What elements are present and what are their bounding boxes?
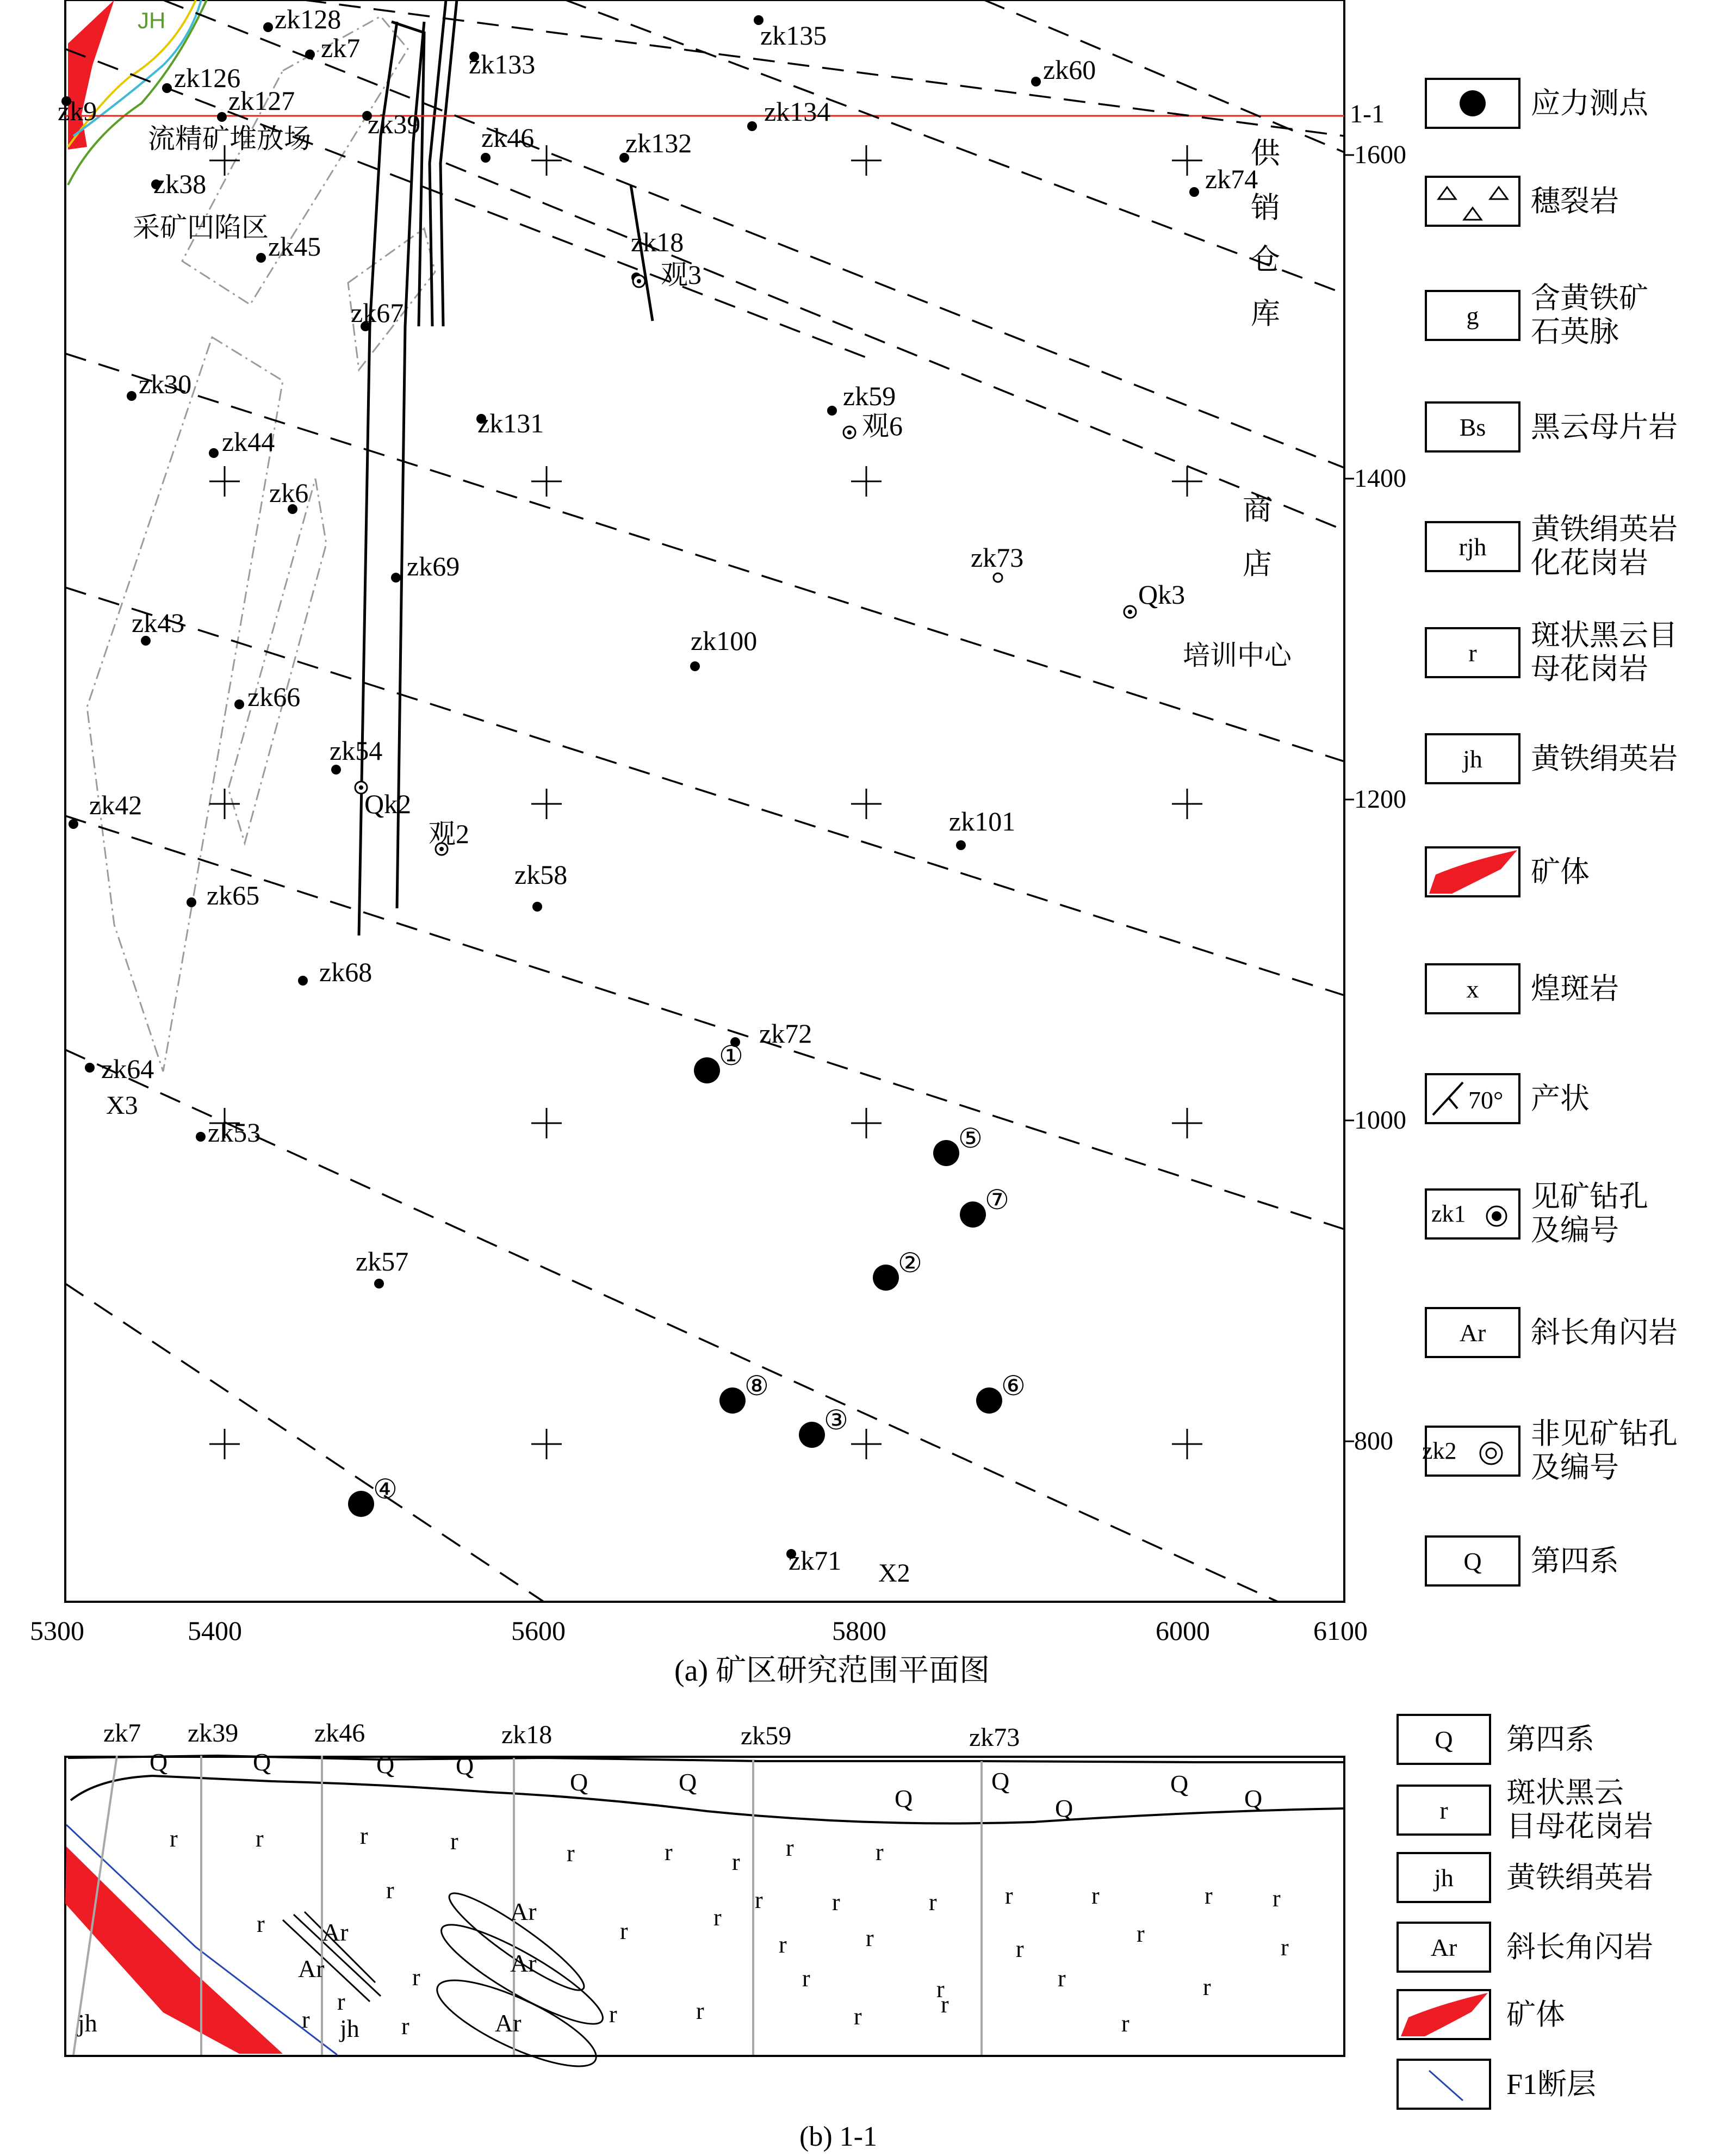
label-tailings-yard: 流精矿堆放场 [148,123,311,154]
borehole-zk44 [209,448,219,458]
observation-point-center [1128,610,1132,614]
legend-label: 矿体 [1506,1998,1565,2031]
section-q: Q [456,1752,474,1780]
legend-zk2-inner [1486,1448,1496,1458]
section-r: r [170,1825,178,1852]
section-r: r [450,1828,458,1855]
legend-b-item [1398,1923,1653,1972]
borehole-zk53 [196,1132,206,1142]
borehole-zk64 [85,1063,95,1073]
borehole-label: zk57 [356,1246,409,1277]
legend-label: 及编号 [1531,1214,1619,1247]
legend-a-item [1422,1417,1678,1484]
legend-zk1-dot [1492,1211,1501,1221]
borehole-label: zk74 [1205,164,1258,194]
section-r: r [936,1976,945,2003]
section-ar: Ar [510,1949,537,1977]
section-r: r [832,1889,840,1916]
supply-warehouse-char: 供 [1251,137,1280,170]
borehole-label: zk7 [321,33,361,63]
section-q: Q [253,1748,271,1776]
legend-label: 石英脉 [1531,315,1619,348]
legend-b-item [1398,1853,1653,1902]
borehole-label: zk43 [132,608,185,638]
stress-point-label: ② [898,1248,922,1278]
borehole-label: zk128 [275,4,342,34]
legend-label: 第四系 [1531,1545,1619,1577]
section-r: r [257,1911,265,1937]
borehole-label: zk46 [481,122,535,153]
legend-code: r [1468,639,1477,667]
section-r: r [1273,1885,1281,1912]
legend-label: 斜长角闪岩 [1531,1316,1678,1349]
legend-zk2-text: zk2 [1422,1438,1457,1464]
borehole-label: zk54 [330,735,383,766]
legend-label: 第四系 [1506,1723,1594,1756]
section-r: r [866,1925,874,1951]
legend-attitude-value: 70° [1468,1086,1504,1114]
legend-a-item [1426,734,1678,783]
section-r: r [1005,1882,1013,1909]
legend-a-item [1426,177,1619,226]
borehole-zk58 [532,902,542,912]
observation-point-center [847,430,852,435]
section-r: r [696,1998,704,2024]
legend-label: 化花岗岩 [1531,547,1648,579]
borehole-label: zk59 [843,381,896,411]
section-ar: Ar [298,1955,325,1982]
legend-a-item [1426,964,1619,1013]
legend-label: 见矿钻孔 [1531,1180,1648,1213]
borehole-label: zk73 [971,542,1024,573]
caption-a: (a) 矿区研究范围平面图 [674,1654,990,1688]
section-borehole-label: zk7 [103,1719,141,1748]
section-r: r [1137,1920,1145,1947]
section-r: r [786,1835,794,1861]
label-mining-subsidence: 采矿凹陷区 [133,212,269,243]
shop-char: 店 [1243,548,1272,580]
legend-label: 斑状黑云目 [1531,619,1678,652]
borehole-zk46 [481,153,491,163]
stress-point [348,1491,374,1517]
legend-a-item [1426,1308,1678,1357]
legend-b-item [1398,1776,1653,1843]
legend-a-item [1426,1537,1619,1585]
stress-point-label: ⑥ [1001,1371,1026,1401]
supply-warehouse-char: 库 [1251,298,1280,330]
legend-code: rjh [1458,533,1487,561]
borehole-label: zk44 [222,426,275,457]
section-jh: jh [340,2015,359,2042]
section-1-1 [65,1719,1344,2152]
legend-label: 应力测点 [1531,87,1648,120]
section-r: r [1121,2010,1129,2037]
legend-label: 矿体 [1531,856,1590,888]
borehole-label: zk9 [58,96,97,126]
section-r: r [876,1839,884,1866]
stress-point-label: ③ [824,1405,848,1435]
legend-label: 非见矿钻孔 [1531,1417,1678,1450]
supply-warehouse-char: 销 [1251,191,1280,224]
stress-point [960,1201,986,1228]
borehole-label: zk65 [207,880,260,910]
borehole-zk127 [217,112,227,122]
legend-code: Ar [1430,1934,1457,1961]
stress-point [976,1387,1002,1414]
legend-label: 黄铁绢英岩 [1506,1861,1653,1894]
section-r: r [386,1877,394,1904]
stress-point-label: ⑤ [958,1123,983,1154]
label-x2: X2 [878,1559,910,1588]
stress-point-label: ⑦ [985,1185,1009,1215]
section-r: r [412,1964,420,1991]
legend-a-item [1426,619,1678,685]
legend-a-item [1426,402,1678,451]
borehole-zk57 [374,1279,384,1288]
borehole-zk45 [256,253,266,263]
legend-code: r [1439,1796,1448,1824]
section-r: r [732,1849,740,1875]
legend-label: 及编号 [1531,1451,1619,1484]
legend-code: Ar [1459,1319,1486,1347]
legend-zk1-text: zk1 [1431,1200,1466,1227]
section-r: r [854,2003,862,2030]
legend-a-item [1426,79,1649,128]
borehole-label: zk133 [469,49,536,79]
borehole-zk7 [305,49,315,59]
section-r: r [256,1825,264,1852]
legend-code: x [1466,975,1479,1003]
section-r: r [1203,1974,1211,2000]
borehole-label: zk101 [949,806,1016,837]
label-jh: JH [138,8,166,33]
legend-code: Bs [1459,413,1486,441]
section-ar: Ar [495,2009,522,2037]
section-jh: jh [78,2009,97,2037]
section-q: Q [570,1768,588,1796]
borehole-label: zk18 [631,227,684,257]
y-tick-800: 800 [1354,1427,1393,1455]
borehole-zk126 [162,83,172,93]
legend-label: 黄铁绢英岩 [1531,742,1678,775]
x-tick-5300: 5300 [30,1615,84,1646]
stress-point-label: ④ [373,1474,398,1504]
legend-label: 斜长角闪岩 [1506,1931,1653,1963]
borehole-zk100 [690,661,700,671]
y-tick-1600: 1600 [1354,140,1406,169]
borehole-zk59 [827,406,837,416]
legend-label: 黑云母片岩 [1531,411,1678,443]
section-r: r [941,1991,949,2018]
section-borehole-label: zk18 [501,1720,553,1749]
section-r: r [620,1918,628,1944]
section-r: r [1205,1882,1213,1909]
section-q: Q [991,1767,1010,1795]
x-tick-6100: 6100 [1313,1615,1368,1646]
borehole-zk69 [391,573,401,583]
borehole-label: zk100 [691,625,758,656]
section-q: Q [376,1751,395,1779]
borehole-label: zk64 [101,1054,154,1084]
borehole-zk134 [747,121,757,131]
legend-label: 煌斑岩 [1531,972,1619,1005]
section-borehole-label: zk59 [741,1721,792,1750]
borehole-label: zk71 [789,1545,842,1576]
label-x3: X3 [106,1091,138,1120]
legend-label: 黄铁绢英岩 [1531,513,1678,546]
y-tick-1000: 1000 [1354,1106,1406,1135]
observation-label: 观2 [429,819,469,849]
borehole-zk42 [69,819,78,829]
y-tick-1400: 1400 [1354,464,1406,493]
section-ar: Ar [510,1898,537,1925]
legend-b-item [1398,1990,1565,2039]
legend-a-item [1426,1180,1648,1247]
shop-char: 商 [1243,493,1272,526]
section-q: Q [150,1748,168,1776]
section-q: Q [1244,1785,1263,1812]
legend-b [1398,1715,1653,2109]
observation-label: Qk3 [1138,579,1186,610]
section-borehole-label: zk46 [314,1719,365,1748]
borehole-label: zk135 [760,20,827,51]
legend-dot-symbol [1460,90,1486,116]
borehole-zk66 [234,699,244,709]
legend-code: g [1466,302,1479,330]
x-tick-5800: 5800 [832,1615,886,1646]
borehole-zk30 [127,391,136,401]
section-borehole-label: zk39 [188,1719,239,1748]
stress-point [694,1057,720,1083]
borehole-label: zk38 [153,169,207,199]
legend-label: 含黄铁矿 [1531,282,1648,314]
section-q: Q [1170,1770,1189,1798]
section-r: r [360,1823,368,1849]
observation-label: 观3 [661,259,702,290]
section-r: r [779,1931,787,1958]
observation-label: Qk2 [364,789,412,819]
borehole-zk73 [994,573,1002,582]
borehole-zk68 [298,976,308,986]
borehole-label: zk69 [407,551,460,581]
stress-point [933,1140,959,1166]
observation-point-center [637,279,641,283]
legend-box [1426,177,1519,226]
legend-a [1422,79,1678,1585]
section-frame [65,1757,1344,2056]
section-q: Q [1055,1794,1073,1822]
section-r: r [302,2006,310,2033]
section-r: r [929,1889,937,1916]
borehole-zk101 [956,840,966,850]
legend-a-item [1426,282,1648,348]
borehole-label: zk72 [759,1018,812,1049]
legend-code: Q [1463,1547,1482,1575]
observation-point-center [359,785,363,790]
borehole-label: zk6 [269,478,309,508]
x-tick-6000: 6000 [1156,1615,1210,1646]
borehole-label: zk58 [514,859,568,890]
borehole-label: zk126 [174,63,241,93]
legend-b-item [1398,1715,1594,1764]
section-r: r [609,2001,617,2028]
borehole-label: zk60 [1043,54,1096,85]
stress-point [719,1387,746,1414]
legend-a-item [1426,513,1678,579]
borehole-label: zk132 [625,128,692,158]
borehole-label: zk42 [89,790,142,820]
legend-label: 产状 [1531,1082,1590,1115]
legend-a-item [1426,847,1590,896]
legend-label: 斑状黑云 [1506,1776,1624,1809]
plan-map [30,0,1406,1688]
section-r: r [802,1965,810,1992]
supply-warehouse-char: 仓 [1251,243,1280,276]
borehole-zk65 [187,897,196,907]
legend-code: Q [1435,1726,1453,1754]
borehole-label: zk53 [208,1117,261,1148]
borehole-zk60 [1031,77,1041,86]
legend-code: jh [1434,1864,1454,1892]
section-line-label: 1-1 [1350,100,1385,128]
stress-point-label: ① [719,1040,743,1071]
legend-a-item [1426,1074,1590,1123]
borehole-label: zk45 [268,231,321,262]
legend-label: 目母花岗岩 [1506,1810,1653,1843]
section-r: r [337,1988,345,2015]
section-r: r [1058,1965,1066,1992]
legend-label: 穗裂岩 [1531,185,1619,218]
legend-code: jh [1463,745,1482,773]
section-q: Q [895,1785,913,1812]
borehole-zk74 [1189,187,1199,197]
y-tick-1200: 1200 [1354,785,1406,814]
borehole-label: zk67 [351,298,404,328]
section-r: r [567,1840,575,1867]
section-borehole-label: zk73 [969,1723,1020,1752]
section-r: r [1016,1936,1024,1962]
borehole-zk54 [331,765,341,775]
x-tick-5600: 5600 [511,1615,566,1646]
x-tick-5400: 5400 [188,1615,242,1646]
section-q: Q [679,1768,697,1796]
axis-ticks [1344,155,1354,1441]
borehole-label: zk39 [368,109,421,139]
borehole-label: zk30 [139,369,192,399]
borehole-label: zk134 [764,96,831,127]
section-r: r [755,1887,763,1913]
stress-point [799,1422,825,1448]
caption-b: (b) 1-1 [799,2121,877,2152]
section-r: r [665,1839,673,1866]
legend-label: F1断层 [1506,2068,1597,2101]
legend-label: 母花岗岩 [1531,653,1648,685]
section-r: r [713,1904,722,1931]
borehole-label: zk131 [477,408,544,438]
observation-label: 观6 [862,411,903,441]
legend-b-item [1398,2060,1596,2109]
borehole-label: zk127 [228,85,295,116]
stress-point [873,1265,899,1291]
borehole-label: zk66 [247,682,301,712]
section-r: r [401,2013,409,2040]
borehole-label: zk68 [319,957,373,987]
section-ar: Ar [322,1918,349,1946]
section-r: r [1091,1882,1100,1909]
section-r: r [1281,1934,1289,1961]
stress-point-label: ⑧ [744,1371,769,1401]
borehole-zk128 [263,22,273,32]
label-training-center: 培训中心 [1183,640,1292,671]
